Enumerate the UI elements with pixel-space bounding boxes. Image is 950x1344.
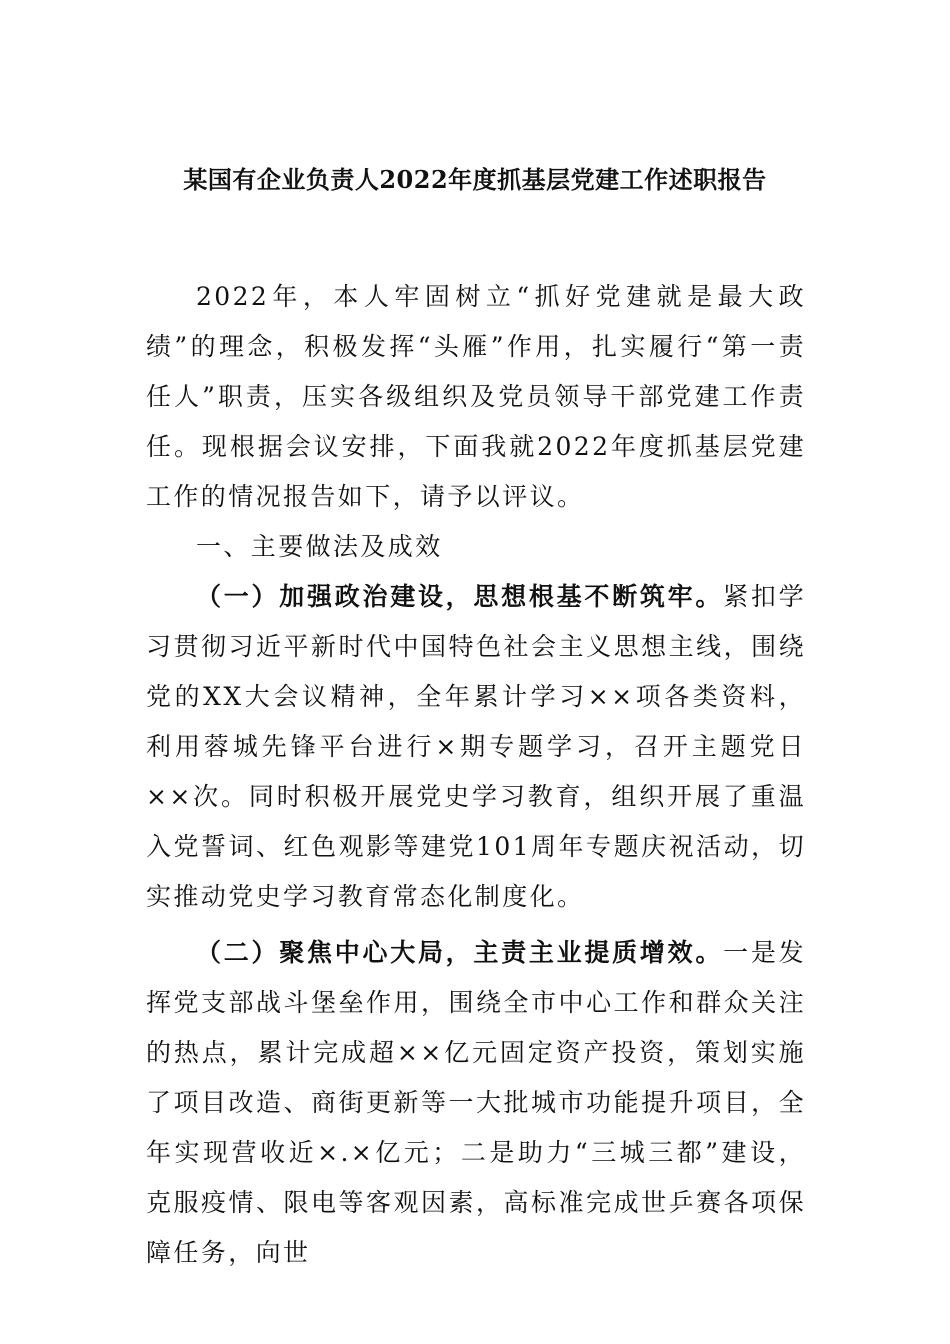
item-paragraph-1 bbox=[146, 572, 806, 922]
document-title: 某国有企业负责人2022年度抓基层党建工作述职报告 bbox=[183, 165, 767, 194]
item-lead-2: （二）聚焦中心大局，主责主业提质增效。 bbox=[196, 938, 724, 967]
intro-paragraph: 2022年，本人牢固树立“抓好党建就是最大政绩”的理念，积极发挥“头雁”作用，扎实履行“第一责任人”职责，压实各级组织及党员领导干部党建工作责任。现根据会议安排，下面我就2022年度抓基层党建工作的情况报告如下，请予以评议。 bbox=[146, 282, 806, 511]
section-heading-1: 一、主要做法及成效 bbox=[196, 532, 443, 561]
item-body-1: 紧扣学习贯彻习近平新时代中国特色社会主义思想主线，围绕党的XX大会议精神，全年累计学习××项各类资料，利用蓉城先锋平台进行×期专题学习，召开主题党日××次。同时积极开展党史学习教育，组织开展了重温入党誓词、红色观影等建党101周年专题庆祝活动，切实推动党史学习教育常态化制度化。 bbox=[146, 582, 806, 911]
document-body bbox=[146, 272, 806, 1278]
item-paragraph-2 bbox=[146, 928, 806, 1278]
item-lead-1: （一）加强政治建设，思想根基不断筑牢。 bbox=[196, 582, 724, 611]
item-body-2: 一是发挥党支部战斗堡垒作用，围绕全市中心工作和群众关注的热点，累计完成超××亿元固定资产投资，策划实施了项目改造、商街更新等一大批城市功能提升项目，全年实现营收近×.×亿元；二是助力“三城三都”建设，克服疫情、限电等客观因素，高标准完成世乒赛各项保障任务，向世 bbox=[146, 938, 806, 1267]
